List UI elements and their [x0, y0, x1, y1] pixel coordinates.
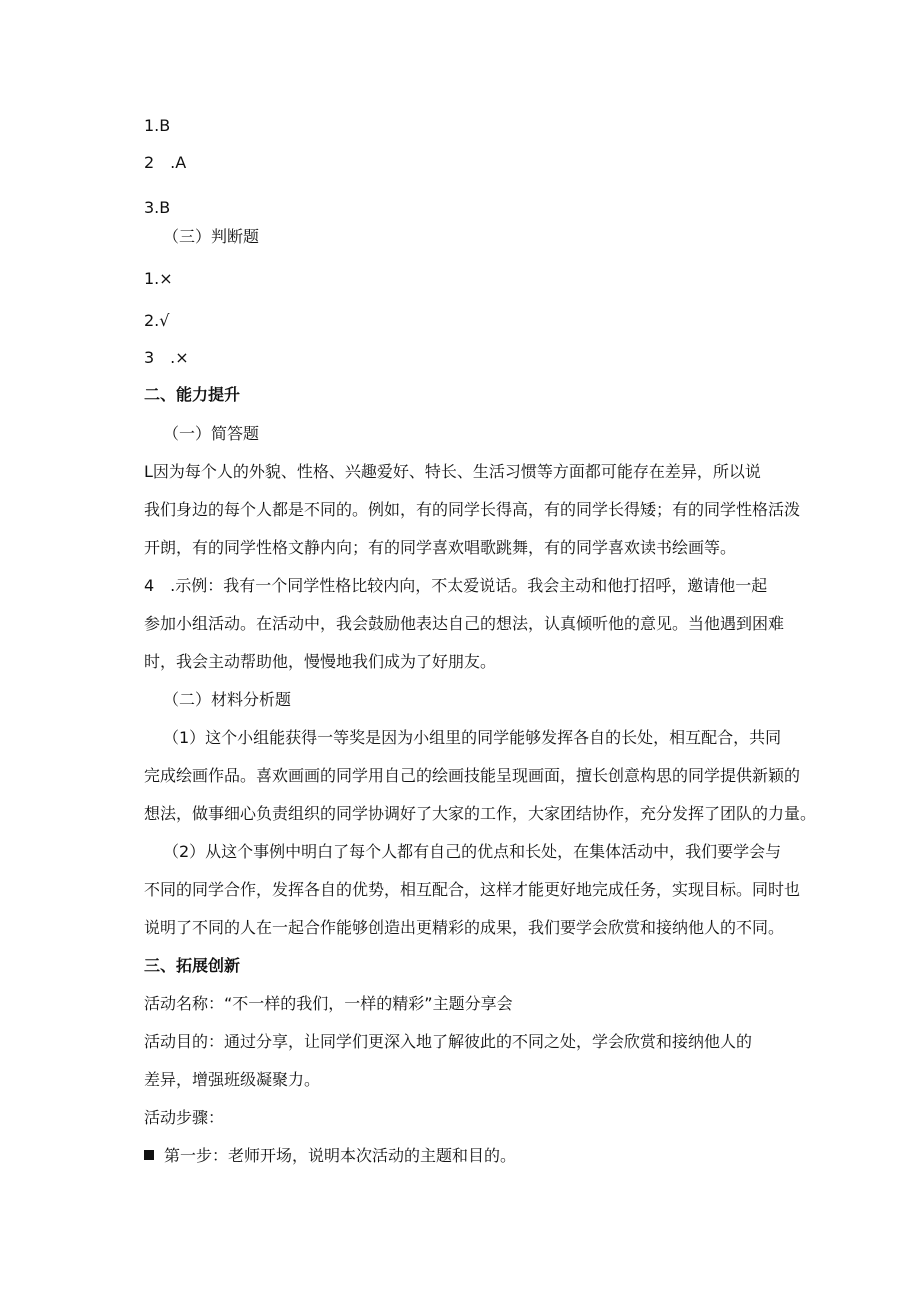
judge-answer-1: 1.×	[144, 269, 173, 288]
sub-short-answer: （一）简答题	[163, 424, 260, 443]
choice-answer-2: 2 .A	[144, 153, 187, 172]
choice-answer-3: 3.B	[144, 198, 171, 217]
short-answer-1-line-1: L因为每个人的外貌、性格、兴趣爱好、特长、生活习惯等方面都可能存在差异，所以说	[144, 462, 761, 481]
activity-goal-line-2: 差异，增强班级凝聚力。	[144, 1070, 321, 1089]
short-answer-2-line-1: 4 .示例：我有一个同学性格比较内向，不太爱说话。我会主动和他打招呼，邀请他一起	[144, 576, 768, 595]
activity-goal-line-1: 活动目的：通过分享，让同学们更深入地了解彼此的不同之处，学会欣赏和接纳他人的	[144, 1032, 753, 1051]
short-answer-2-line-3: 时，我会主动帮助他，慢慢地我们成为了好朋友。	[144, 652, 497, 671]
choice-answer-1: 1.B	[144, 116, 171, 135]
material-2-line-3: 说明了不同的人在一起合作能够创造出更精彩的成果，我们要学会欣赏和接纳他人的不同。	[144, 918, 785, 937]
heading-extension: 三、拓展创新	[144, 956, 241, 975]
sub-material: （二）材料分析题	[163, 690, 292, 709]
judge-answer-2: 2.√	[144, 311, 170, 330]
activity-name: 活动名称：“不一样的我们，一样的精彩”主题分享会	[144, 994, 513, 1013]
material-1-line-1: （1）这个小组能获得一等奖是因为小组里的同学能够发挥各自的长处，相互配合，共同	[163, 728, 782, 747]
square-bullet-icon	[144, 1150, 154, 1160]
short-answer-2-line-2: 参加小组活动。在活动中，我会鼓励他表达自己的想法，认真倾听他的意见。当他遇到困难	[144, 614, 785, 633]
activity-step-1	[144, 1145, 516, 1167]
activity-step-1-text: 第一步：老师开场，说明本次活动的主题和目的。	[164, 1146, 517, 1165]
heading-ability: 二、能力提升	[144, 385, 241, 404]
section-judge-heading: （三）判断题	[163, 227, 260, 246]
material-2-line-1: （2）从这个事例中明白了每个人都有自己的优点和长处，在集体活动中，我们要学会与	[163, 842, 782, 861]
short-answer-1-line-3: 开朗，有的同学性格文静内向；有的同学喜欢唱歌跳舞，有的同学喜欢读书绘画等。	[144, 538, 737, 557]
activity-steps-label: 活动步骤：	[144, 1108, 225, 1127]
judge-answer-3: 3 .×	[144, 348, 189, 367]
short-answer-1-line-2: 我们身边的每个人都是不同的。例如，有的同学长得高，有的同学长得矮；有的同学性格活泼	[144, 500, 801, 519]
material-2-line-2: 不同的同学合作，发挥各自的优势，相互配合，这样才能更好地完成任务，实现目标。同时也	[144, 880, 801, 899]
material-1-line-2: 完成绘画作品。喜欢画画的同学用自己的绘画技能呈现画面，擅长创意构思的同学提供新颖的	[144, 766, 801, 785]
material-1-line-3: 想法，做事细心负责组织的同学协调好了大家的工作，大家团结协作，充分发挥了团队的力量。	[144, 804, 817, 823]
